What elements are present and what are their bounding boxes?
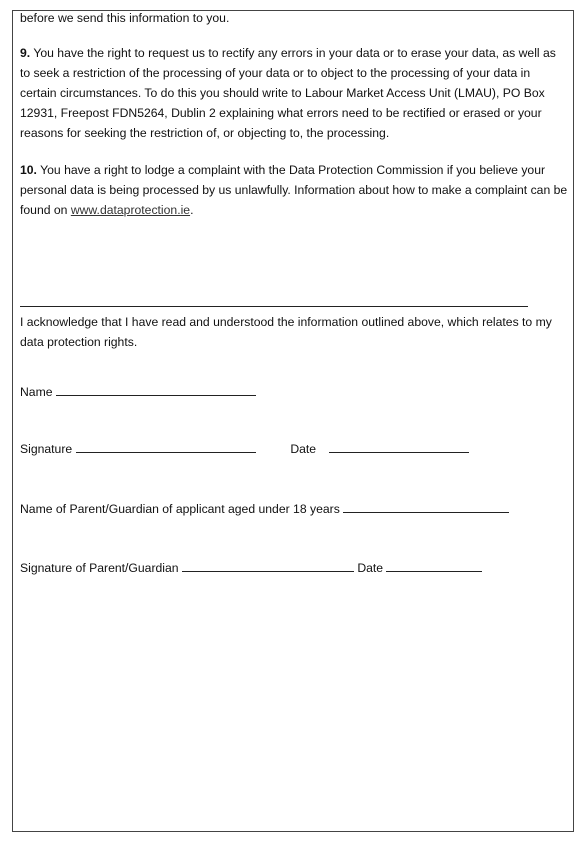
name-field[interactable]	[56, 384, 256, 396]
date-field[interactable]	[329, 441, 469, 453]
date-label: Date	[290, 442, 317, 456]
document-body	[20, 8, 568, 220]
paragraph-10-number: 10.	[20, 163, 37, 177]
parent-signature-field-row	[20, 560, 482, 576]
parent-date-field[interactable]	[386, 560, 482, 572]
acknowledgement-text: I acknowledge that I have read and understood the information outlined above, which relates to my data protection rights.	[20, 315, 552, 349]
paragraph-10-end: .	[190, 203, 194, 217]
name-label: Name	[20, 385, 53, 399]
paragraph-9-number: 9.	[20, 46, 31, 60]
parent-date-label: Date	[357, 561, 384, 575]
signature-label: Signature	[20, 442, 73, 456]
signature-field[interactable]	[76, 441, 256, 453]
parent-name-label: Name of Parent/Guardian of applicant aged under 18 years	[20, 502, 340, 516]
paragraph-10-text: You have a right to lodge a complaint with the Data Protection Commission if you believe your personal data is being processed by us unlawfully. Information about how to make a complaint can be found on	[20, 163, 568, 217]
parent-signature-label: Signature of Parent/Guardian	[20, 561, 179, 575]
intro-line: before we send this information to you.	[20, 11, 230, 25]
paragraph-9-text: You have the right to request us to rectify any errors in your data or to erase your data, as well as to seek a restriction of the processing of your data or to object to the processing of your data in certain circumstances. To do this you should write to Labour Market Access Unit (LMAU), PO Box 12931, Freepost FDN5264, Dublin 2 explaining what errors need to be rectified or erased or your reasons for seeking the restriction of, or objecting to, the processing.	[20, 46, 556, 140]
parent-name-field[interactable]	[343, 501, 509, 513]
parent-signature-field[interactable]	[182, 560, 354, 572]
parent-name-field-row	[20, 501, 509, 517]
dataprotection-link[interactable]: www.dataprotection.ie	[70, 203, 191, 217]
section-divider	[20, 306, 528, 307]
name-field-row	[20, 384, 256, 400]
paragraph-10	[20, 160, 568, 220]
paragraph-9	[20, 43, 568, 143]
signature-field-row	[20, 441, 469, 457]
